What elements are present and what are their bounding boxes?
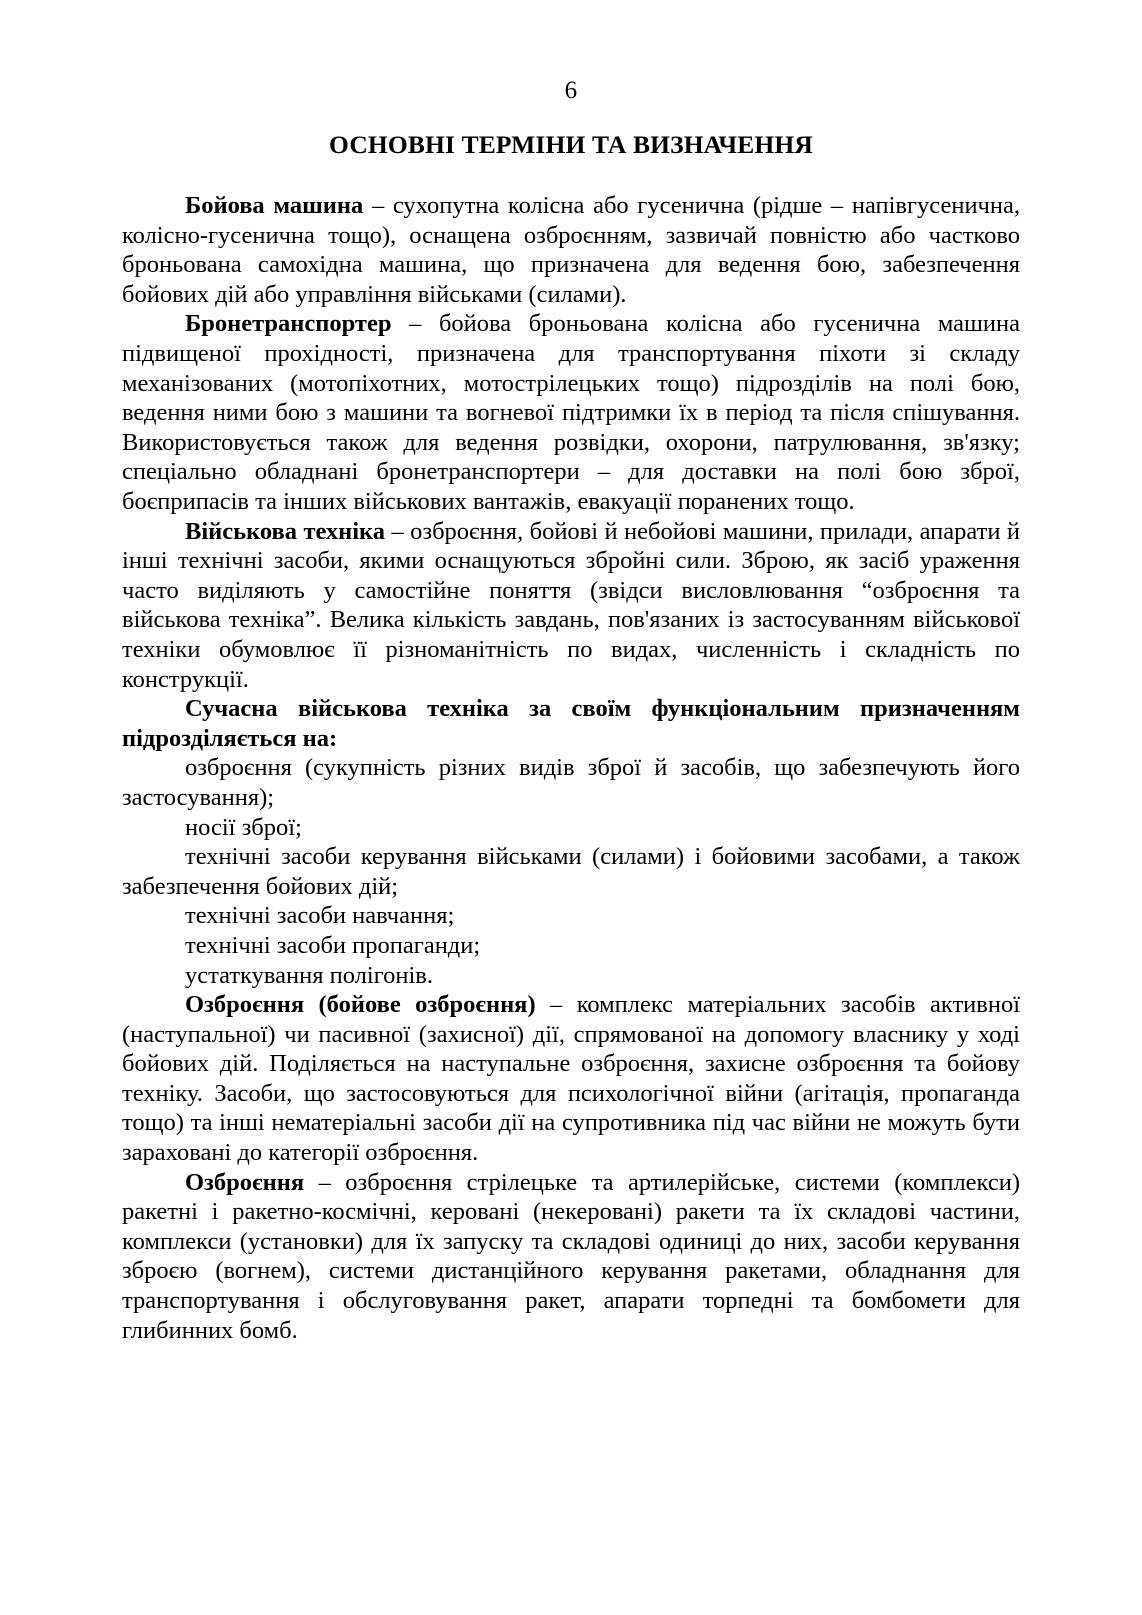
list-item: носії зброї;	[185, 813, 302, 841]
definition-body-armament: – озброєння стрілецьке та артилерійське, системи (комплекси) ракетні і ракетно-космічні, керовані (некеровані) ракети та їх складові частини, комплекси (установки) для їх запуску та складові одиниці до них, засоби керування зброєю (вогнем), системи дистанційного керування ракетами, обладнання для транспортування і обслуговування ракет, апарати торпедні та бомбомети для глибинних бомб.	[122, 1168, 1020, 1344]
list-item: устаткування полігонів.	[185, 961, 433, 989]
definition-body-military-equipment: – озброєння, бойові й небойові машини, прилади, апарати й інші технічні засоби, якими оснащуються збройні сили. Зброю, як засіб ураження часто виділяють у самостійне поняття (звідси висловлювання “озброєння та військова техніка”. Велика кількість завдань, пов'язаних із застосуванням військової техніки обумовлює її різноманітність по видах, численність і складність по конструкції.	[122, 517, 1020, 693]
classification-heading: Сучасна військова техніка за своїм функціональним призначенням підрозділяється на:	[122, 695, 1020, 752]
definition-apc	[122, 309, 1020, 516]
term-military-equipment: Військова техніка	[185, 517, 386, 545]
term-apc: Бронетранспортер	[185, 310, 392, 338]
list-item: технічні засоби навчання;	[185, 902, 455, 930]
page-number: 6	[564, 77, 578, 104]
definition-armament-combat	[122, 990, 1020, 1168]
list-item: технічні засоби пропаганди;	[185, 931, 481, 959]
definition-military-equipment	[122, 517, 1020, 695]
term-armament-combat: Озброєння (бойове озброєння)	[185, 991, 536, 1019]
definition-body-armament-combat: – комплекс матеріальних засобів активної (наступальної) чи пасивної (захисної) дії, спрямованої на допомогу власнику у ході бойових дій. Поділяється на наступальне озброєння, захисне озброєння та бойову техніку. Засоби, що застосовуються для психологічної війни (агітація, пропаганда тощо) та інші нематеріальні засоби дії на супротивника під час війни не можуть бути зараховані до категорії озброєння.	[122, 991, 1020, 1167]
definition-combat-vehicle	[122, 191, 1020, 309]
term-combat-vehicle: Бойова машина	[185, 192, 364, 220]
definition-armament	[122, 1168, 1020, 1346]
definition-body-apc: – бойова броньована колісна або гусенична машина підвищеної прохідності, призначена для транспортування піхоти зі складу механізованих (мотопіхотних, мотострілецьких тощо) підрозділів на полі бою, ведення ними бою з машини та вогневої підтримки їх в період та після спішування. Використовується також для ведення розвідки, охорони, патрулювання, зв'язку; спеціально обладнані бронетранспортери – для доставки на полі бою зброї, боєприпасів та інших військових вантажів, евакуації поранених тощо.	[122, 310, 1020, 516]
list-item: технічні засоби керування військами (силами) і бойовими засобами, а також забезпечення бойових дій;	[122, 843, 1020, 900]
page-title: ОСНОВНІ ТЕРМІНИ ТА ВИЗНАЧЕННЯ	[329, 130, 813, 159]
document-text-column	[122, 130, 1020, 1345]
definition-body-combat-vehicle: – сухопутна колісна або гусенична (рідше – напівгусенична, колісно-гусенична тощо), оснащена озброєнням, зазвичай повністю або частково броньована самохідна машина, що призначена для ведення бою, забезпечення бойових дій або управління військами (силами).	[122, 192, 1020, 308]
term-armament: Озброєння	[185, 1168, 305, 1196]
list-item: озброєння (сукупність різних видів зброї й засобів, що забезпечують його застосування);	[122, 754, 1020, 811]
